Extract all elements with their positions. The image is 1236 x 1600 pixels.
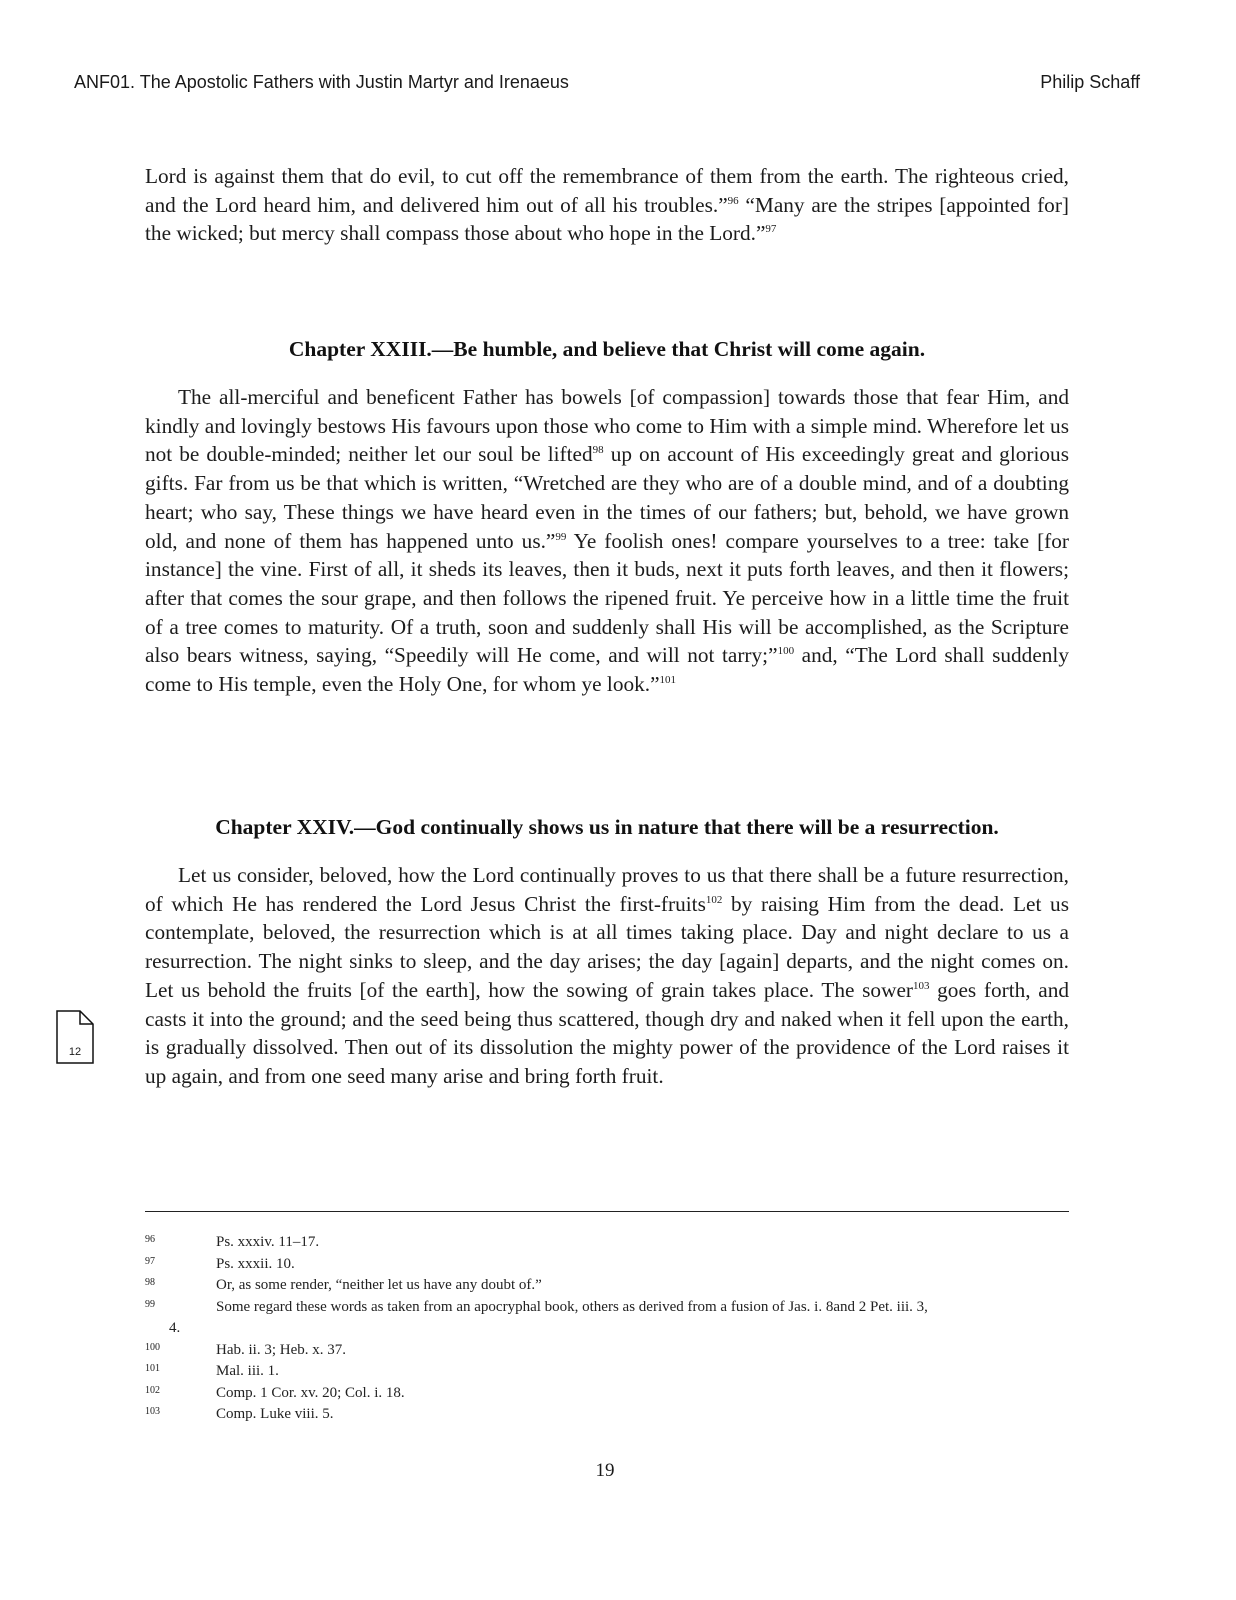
footnote-text: Comp. Luke viii. 5. (216, 1406, 334, 1422)
footnote-number: 98 (145, 1277, 155, 1288)
footnote-divider (145, 1211, 1069, 1212)
footnote-ref[interactable]: 97 (765, 223, 777, 236)
footnote (145, 1340, 1069, 1362)
footnote-text: Ps. xxxiv. 11–17. (216, 1234, 320, 1250)
footnote-ref[interactable]: 102 (705, 893, 723, 906)
footnote-ref[interactable]: 99 (555, 530, 567, 543)
book-title: ANF01. The Apostolic Fathers with Justin Martyr and Irenaeus (74, 72, 569, 92)
page-marker-number: 12 (68, 1046, 82, 1058)
footnote (145, 1361, 1069, 1383)
footnote (145, 1404, 1069, 1426)
footnote-number: 101 (145, 1363, 160, 1374)
footnote-text: Comp. 1 Cor. xv. 20; Col. i. 18. (216, 1384, 405, 1401)
footnote-number: 100 (145, 1341, 160, 1353)
footnote-ref[interactable]: 96 (727, 194, 739, 207)
footnote (145, 1275, 1069, 1297)
footnote-number: 103 (145, 1406, 160, 1417)
author-name: Philip Schaff (1040, 72, 1140, 92)
chapter-24-paragraph: Let us consider, beloved, how the Lord continually proves to us that there shall be a future resurrection, of which He has rendered the Lord Jesus Christ the first-fruits$^{102}$ by raising Him from the dead. Let us contemplate, beloved, the resurrection which is at all times taking place. Day and night declare to us a resurrection. The night sinks to sleep, and the day arises; the day [again] departs, and the night comes on. Let us behold the fruits [of the earth], how the sowing of grain takes place. The sower$^{103}$ goes forth, and casts it into the ground; and the seed being thus scattered, though dry and naked when it fell upon the earth, is gradually dissolved. Then out of its dissolution the mighty power of the providence of the Lord raises it up again, and from one seed many arise and bring forth fruit. (145, 863, 1069, 1088)
footnote-text: Ps. xxxii. 10. (216, 1255, 295, 1272)
footnote-ref[interactable]: 100 (777, 645, 795, 658)
chapter-24-heading: Chapter XXIV.—God continually shows us in nature that there will be a resurrection. (215, 815, 999, 839)
chapter-23-paragraph: The all-merciful and beneficent Father has bowels [of compassion] towards those that fear Him, and kindly and lovingly bestows His favours upon those who come to Him with a simple mind. Wherefore let us not be double-minded; neither let our soul be lifted$^{98}$ up on account of His exceedingly great and glorious gifts. Far from us be that which is written, “Wretched are they who are of a double mind, and of a doubting heart; who say, These things we have heard even in the times of our fathers; but, behold, we have grown old, and none of them has happened unto us.”$^{99}$ Ye foolish ones! compare yourselves to a tree: take [for instance] the vine. First of all, it sheds its leaves, then it buds, next it puts forth leaves, and then it flowers; after that comes the sour grape, and then follows the ripened fruit. Ye perceive how in a little time the fruit of a tree comes to maturity. Of a truth, soon and suddenly shall His will be accomplished, as the Scripture also bears witness, saying, “Speedily will He come, and will not tarry;”$^{100}$ and, “The Lord shall suddenly come to His temple, even the Holy One, for whom ye look.”$^{101}$ (145, 385, 1069, 697)
footnote-number: 96 (145, 1234, 155, 1245)
footnote-text: Some regard these words as taken from an apocryphal book, others as derived from a fusion of Jas. i. 8and 2 Pet. iii. 3, (216, 1298, 928, 1315)
footnote-number: 97 (145, 1255, 155, 1267)
footnote (145, 1383, 1069, 1405)
intro-paragraph: Lord is against them that do evil, to cut off the remembrance of them from the earth. The righteous cried, and the Lord heard him, and delivered him out of all his troubles.”$^{96}$ “Many are the stripes [appointed for] the wicked; but mercy shall compass those about who hope in the Lord.”$^{97}$ (145, 164, 1070, 246)
footnote-ref[interactable]: 98 (592, 444, 604, 457)
page-number: 19 (595, 1460, 615, 1481)
footnote-text: Mal. iii. 1. (216, 1363, 279, 1379)
footnote-continuation: 4. (169, 1320, 181, 1336)
footnote-ref[interactable]: 101 (659, 674, 677, 687)
footnote-ref[interactable]: 103 (913, 979, 930, 992)
footnote-text: Or, as some render, “neither let us have any doubt of.” (216, 1277, 542, 1293)
page-marker[interactable] (56, 1010, 94, 1064)
running-header (74, 72, 1140, 93)
chapter-23-heading: Chapter XXIII.—Be humble, and believe that Christ will come again. (288, 337, 926, 361)
footnote (145, 1254, 1069, 1276)
footnote (145, 1297, 1069, 1319)
footnote-number: 102 (145, 1384, 160, 1396)
footnote-text: Hab. ii. 3; Heb. x. 37. (216, 1341, 346, 1358)
footnote (145, 1232, 1069, 1254)
footnote-number: 99 (145, 1298, 155, 1310)
footnotes (145, 1232, 1069, 1426)
